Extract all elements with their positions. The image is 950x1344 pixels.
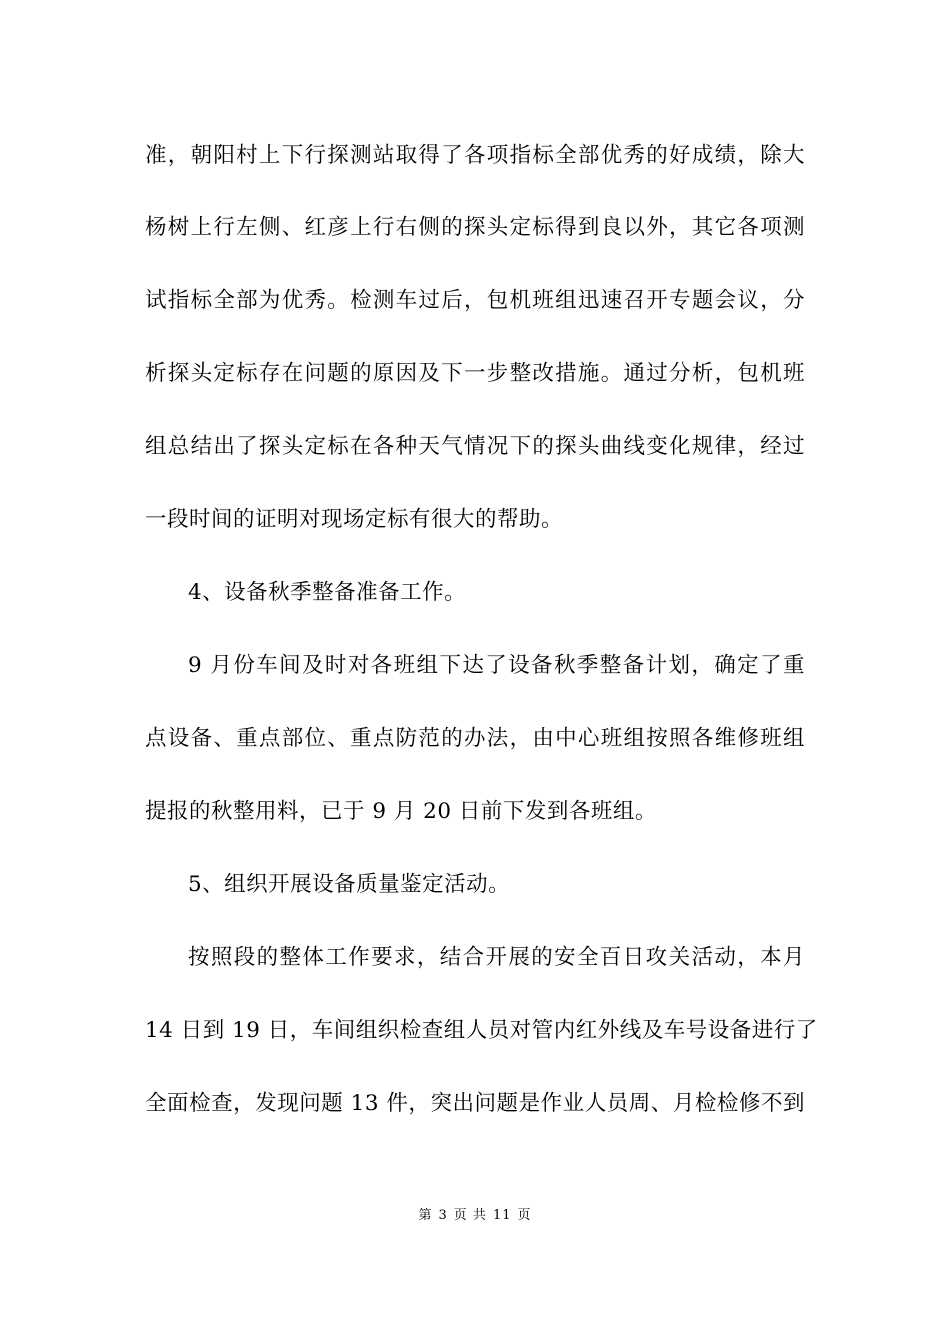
footer-middle: 页 共	[453, 1208, 487, 1223]
paragraph-line: 准，朝阳村上下行探测站取得了各项指标全部优秀的好成绩，除大	[145, 143, 805, 168]
paragraph-line: 一段时间的证明对现场定标有很大的帮助。	[145, 507, 564, 532]
paragraph-line: 按照段的整体工作要求，结合开展的安全百日攻关活动，本月	[188, 945, 805, 970]
paragraph-line: 9 月份车间及时对各班组下达了设备秋季整备计划，确定了重	[188, 653, 805, 678]
footer-current-page: 3	[438, 1208, 448, 1223]
paragraph-line: 提报的秋整用料，已于 9 月 20 日前下发到各班组。	[145, 799, 657, 824]
footer-suffix: 页	[517, 1208, 532, 1223]
section-heading: 4、设备秋季整备准备工作。	[188, 580, 467, 605]
paragraph-line: 试指标全部为优秀。检测车过后，包机班组迅速召开专题会议，分	[145, 288, 805, 313]
paragraph-line: 组总结出了探头定标在各种天气情况下的探头曲线变化规律，经过	[145, 434, 805, 459]
paragraph-line: 点设备、重点部位、重点防范的办法，由中心班组按照各维修班组	[145, 726, 805, 751]
section-heading: 5、组织开展设备质量鉴定活动。	[188, 872, 511, 897]
paragraph-line: 14 日到 19 日，车间组织检查组人员对管内红外线及车号设备进行了	[145, 1018, 818, 1043]
paragraph-line: 全面检查，发现问题 13 件，突出问题是作业人员周、月检检修不到	[145, 1091, 805, 1116]
footer-total-pages: 11	[492, 1208, 512, 1223]
page-footer	[0, 1206, 950, 1226]
paragraph-line: 杨树上行左侧、红彦上行右侧的探头定标得到良以外，其它各项测	[145, 215, 805, 240]
paragraph-line: 析探头定标存在问题的原因及下一步整改措施。通过分析，包机班	[145, 361, 805, 386]
footer-prefix: 第	[418, 1208, 433, 1223]
